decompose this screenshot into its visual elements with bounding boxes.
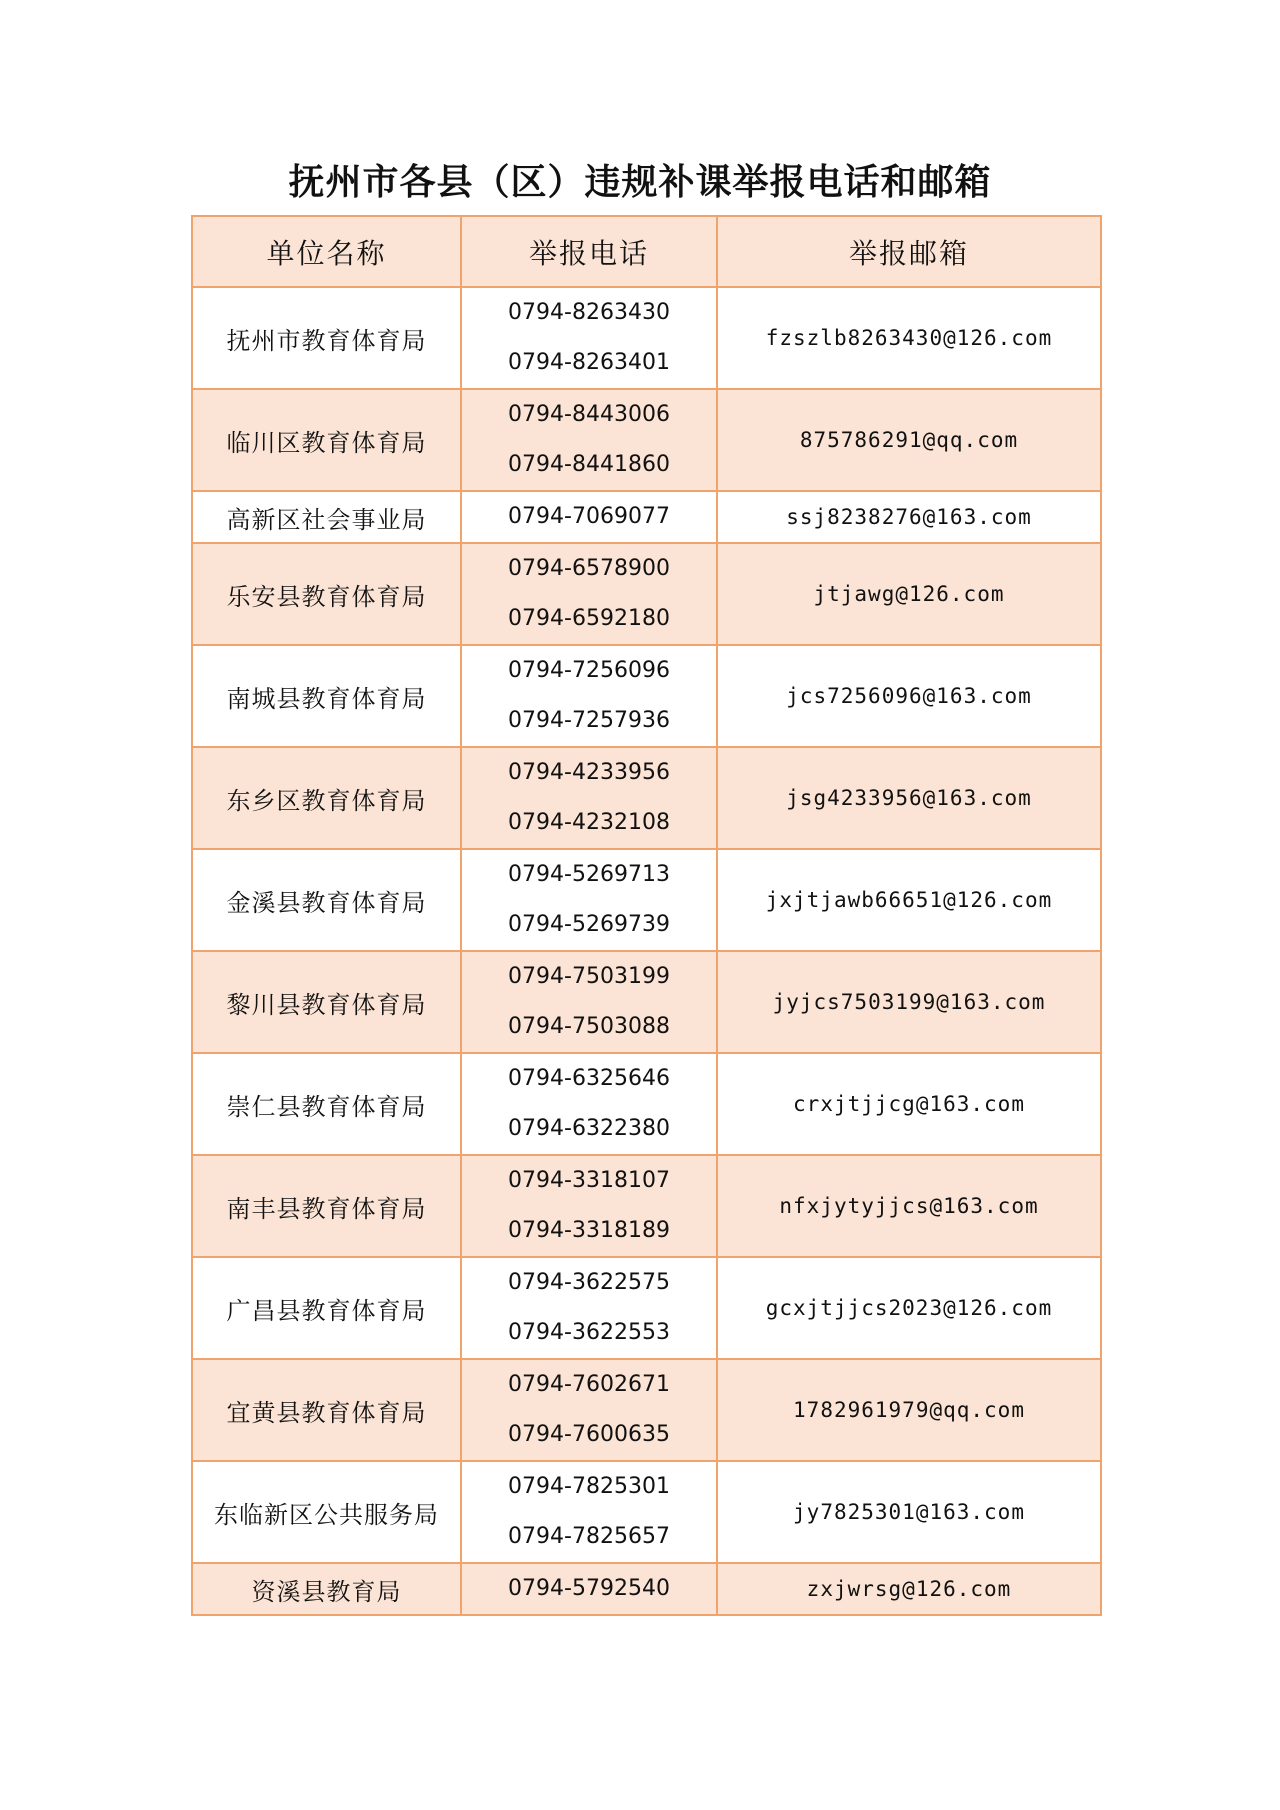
table-row <box>192 1053 1101 1155</box>
email-cell: nfxjytyjjcs@163.com <box>717 1155 1101 1257</box>
phone-number: 0794-5269713 <box>508 862 670 887</box>
email-cell: fzszlb8263430@126.com <box>717 287 1101 389</box>
phone-number: 0794-6322380 <box>508 1116 670 1141</box>
email-cell: jcs7256096@163.com <box>717 645 1101 747</box>
phone-cell <box>461 951 717 1053</box>
phone-number: 0794-3318107 <box>508 1168 670 1193</box>
phone-number: 0794-6325646 <box>508 1066 670 1091</box>
table-row <box>192 1359 1101 1461</box>
table-row <box>192 287 1101 389</box>
table-row <box>192 1563 1101 1615</box>
table-row <box>192 1257 1101 1359</box>
phone-cell <box>461 747 717 849</box>
table-row <box>192 747 1101 849</box>
unit-name-cell: 黎川县教育体育局 <box>192 951 461 1053</box>
phone-number: 0794-4233956 <box>508 760 670 785</box>
email-cell: gcxjtjjcs2023@126.com <box>717 1257 1101 1359</box>
table-row <box>192 543 1101 645</box>
table-row <box>192 491 1101 543</box>
table-row <box>192 1461 1101 1563</box>
table-row <box>192 645 1101 747</box>
unit-name-cell: 高新区社会事业局 <box>192 491 461 543</box>
unit-name-cell: 金溪县教育体育局 <box>192 849 461 951</box>
unit-name-cell: 乐安县教育体育局 <box>192 543 461 645</box>
header-email: 举报邮箱 <box>717 216 1101 287</box>
phone-number: 0794-7069077 <box>508 504 670 529</box>
phone-number: 0794-8443006 <box>508 402 670 427</box>
phone-number: 0794-3622553 <box>508 1320 670 1345</box>
phone-number: 0794-3622575 <box>508 1270 670 1295</box>
phone-number: 0794-5269739 <box>508 912 670 937</box>
phone-number: 0794-5792540 <box>508 1576 670 1601</box>
phone-cell <box>461 1563 717 1615</box>
report-table <box>191 215 1102 1616</box>
email-cell: jtjawg@126.com <box>717 543 1101 645</box>
unit-name-cell: 南丰县教育体育局 <box>192 1155 461 1257</box>
phone-cell <box>461 287 717 389</box>
phone-number: 0794-7503199 <box>508 964 670 989</box>
phone-number: 0794-4232108 <box>508 810 670 835</box>
phone-number: 0794-7600635 <box>508 1422 670 1447</box>
phone-number: 0794-7825657 <box>508 1524 670 1549</box>
email-cell: 875786291@qq.com <box>717 389 1101 491</box>
phone-cell <box>461 491 717 543</box>
unit-name-cell: 资溪县教育局 <box>192 1563 461 1615</box>
phone-cell <box>461 1155 717 1257</box>
phone-number: 0794-6592180 <box>508 606 670 631</box>
phone-number: 0794-7256096 <box>508 658 670 683</box>
phone-cell <box>461 1257 717 1359</box>
unit-name-cell: 崇仁县教育体育局 <box>192 1053 461 1155</box>
phone-cell <box>461 1359 717 1461</box>
header-unit: 单位名称 <box>192 216 461 287</box>
phone-number: 0794-6578900 <box>508 556 670 581</box>
phone-cell <box>461 543 717 645</box>
phone-cell <box>461 1053 717 1155</box>
phone-cell <box>461 389 717 491</box>
phone-number: 0794-7602671 <box>508 1372 670 1397</box>
email-cell: jyjcs7503199@163.com <box>717 951 1101 1053</box>
email-cell: jxjtjawb66651@126.com <box>717 849 1101 951</box>
phone-number: 0794-7503088 <box>508 1014 670 1039</box>
phone-number: 0794-8263401 <box>508 350 670 375</box>
unit-name-cell: 宜黄县教育体育局 <box>192 1359 461 1461</box>
email-cell: ssj8238276@163.com <box>717 491 1101 543</box>
unit-name-cell: 临川区教育体育局 <box>192 389 461 491</box>
email-cell: jy7825301@163.com <box>717 1461 1101 1563</box>
unit-name-cell: 广昌县教育体育局 <box>192 1257 461 1359</box>
email-cell: 1782961979@qq.com <box>717 1359 1101 1461</box>
unit-name-cell: 南城县教育体育局 <box>192 645 461 747</box>
table-row <box>192 951 1101 1053</box>
email-cell: zxjwrsg@126.com <box>717 1563 1101 1615</box>
table-row <box>192 389 1101 491</box>
unit-name-cell: 东临新区公共服务局 <box>192 1461 461 1563</box>
phone-number: 0794-3318189 <box>508 1218 670 1243</box>
phone-number: 0794-8263430 <box>508 300 670 325</box>
header-phone: 举报电话 <box>461 216 717 287</box>
table-row <box>192 1155 1101 1257</box>
phone-number: 0794-8441860 <box>508 452 670 477</box>
page-title: 抚州市各县（区）违规补课举报电话和邮箱 <box>288 161 992 203</box>
phone-cell <box>461 849 717 951</box>
table-body <box>192 287 1101 1615</box>
phone-number: 0794-7257936 <box>508 708 670 733</box>
unit-name-cell: 抚州市教育体育局 <box>192 287 461 389</box>
phone-cell <box>461 645 717 747</box>
email-cell: crxjtjjcg@163.com <box>717 1053 1101 1155</box>
unit-name-cell: 东乡区教育体育局 <box>192 747 461 849</box>
table-header-row <box>192 216 1101 287</box>
email-cell: jsg4233956@163.com <box>717 747 1101 849</box>
table-row <box>192 849 1101 951</box>
phone-number: 0794-7825301 <box>508 1474 670 1499</box>
phone-cell <box>461 1461 717 1563</box>
